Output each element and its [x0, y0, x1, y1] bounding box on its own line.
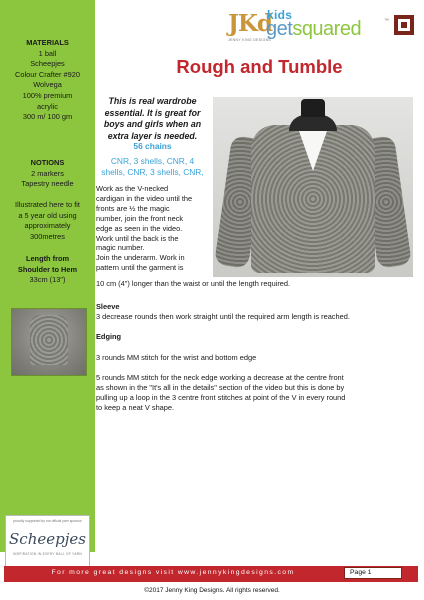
instruction-line: cardigan in the video until the [96, 193, 193, 203]
logo-getsquared-text [266, 18, 361, 41]
materials-section [4, 38, 91, 123]
materials-line: 300 m/ 100 gm [22, 112, 73, 122]
instruction-line: number, join the front neck [96, 213, 184, 223]
intro-line: extra layer is needed. [107, 130, 198, 141]
neck-line: 5 rounds MM stitch for the neck edge working a decrease at the centre front [96, 373, 344, 382]
intro-text [96, 96, 209, 142]
neck-line: to keep a neat V shape. [96, 403, 175, 412]
intro-line: boys and girls when an [103, 119, 202, 130]
materials-heading: MATERIALS [26, 38, 69, 47]
materials-line: acrylic [37, 101, 58, 111]
square-logo-icon [394, 15, 414, 35]
intro-line: essential. It is great for [104, 107, 201, 118]
instruction-line: edge as seen in the video. [96, 223, 183, 233]
logo-kids-text: kids [267, 8, 293, 22]
length-heading: Shoulder to Hem [17, 264, 78, 274]
neck-line: pulling up a loop in the 3 centre front stitches at point of the V in every round [96, 393, 346, 402]
instructions-text [96, 184, 214, 273]
page-number: Page 1 [344, 567, 402, 579]
scheepjes-sponsor-logo [5, 515, 90, 571]
notions-section [4, 158, 91, 190]
instruction-line: fronts are ½ the magic [96, 203, 170, 213]
brand-logo [228, 10, 414, 48]
stitch-sequence [96, 156, 209, 178]
chains-count: 56 chains [133, 141, 172, 151]
neck-line: as shown in the "It's all in the details" section of the video but this is done by [96, 383, 345, 392]
sleeve-text: 3 decrease rounds then work straight until the required arm length is reached. [96, 312, 350, 321]
jkd-logo-mark: JKd [228, 10, 272, 37]
sponsor-tagline: INSPIRATION IN EVERY BALL OF YARN [12, 552, 82, 556]
footer-bar [4, 566, 418, 582]
sleeve-heading: Sleeve [96, 302, 120, 311]
illustrated-line: Illustrated here to fit [15, 200, 80, 209]
length-heading: Length from [25, 254, 70, 263]
intro-line: This is real wardrobe [108, 96, 197, 106]
garment-photo [213, 97, 413, 277]
notions-line: 2 markers [31, 168, 64, 178]
edging-wrist-text: 3 rounds MM stitch for the wrist and bottom edge [96, 353, 257, 362]
instruction-line: pattern until the garment is [96, 263, 184, 273]
footer-website-text: For more great designs visit www.jennykingdesigns.com [51, 569, 295, 576]
copyright-notice: ©2017 Jenny King Designs. All rights reserved. [144, 587, 280, 594]
illustrated-line: approximately [24, 221, 71, 231]
trademark-symbol: ™ [384, 18, 389, 24]
instruction-line: magic number. [96, 243, 145, 253]
length-section [4, 254, 91, 286]
sidebar [0, 0, 95, 556]
sequence-line: CNR, 3 shells, CNR, 4 [110, 156, 195, 166]
notions-heading: NOTIONS [30, 158, 65, 167]
materials-line: Wolvega [33, 80, 62, 90]
materials-line: Scheepjes [30, 59, 65, 69]
page-title: Rough and Tumble [176, 56, 343, 77]
photo-mannequin-stand [301, 99, 325, 117]
logo-get: get [266, 18, 293, 40]
edging-neck-text [96, 373, 414, 413]
edging-heading: Edging [96, 332, 122, 341]
illustrated-line: 300metres [30, 231, 65, 241]
instruction-line: Join the underarm. Work in [96, 253, 185, 263]
illustrated-note [4, 200, 91, 242]
instruction-line: Work as the V-necked [96, 184, 169, 193]
length-value: 33cm (13") [29, 275, 66, 285]
materials-line: 100% premium [22, 90, 73, 100]
sequence-line: shells, CNR, 3 shells, CNR, [101, 167, 204, 177]
illustrated-line: a 5 year old using [18, 210, 77, 220]
instruction-line-full: 10 cm (4") longer than the waist or until the length required. [96, 279, 291, 288]
photo-mannequin-neck [289, 115, 337, 131]
garment-thumbnail-image [11, 308, 87, 376]
materials-line: Colour Crafter #920 [15, 69, 80, 79]
instruction-line: Work until the back is the [96, 233, 179, 243]
materials-line: 1 ball [38, 48, 57, 58]
jkd-logo-subtitle: JENNY KING DESIGNS [228, 38, 272, 42]
logo-squared: squared [292, 18, 362, 40]
sponsor-name: Scheepjes [9, 530, 86, 548]
sponsor-caption: proudly supported by our official yarn sponsor [13, 519, 82, 523]
notions-line: Tapestry needle [21, 179, 74, 189]
